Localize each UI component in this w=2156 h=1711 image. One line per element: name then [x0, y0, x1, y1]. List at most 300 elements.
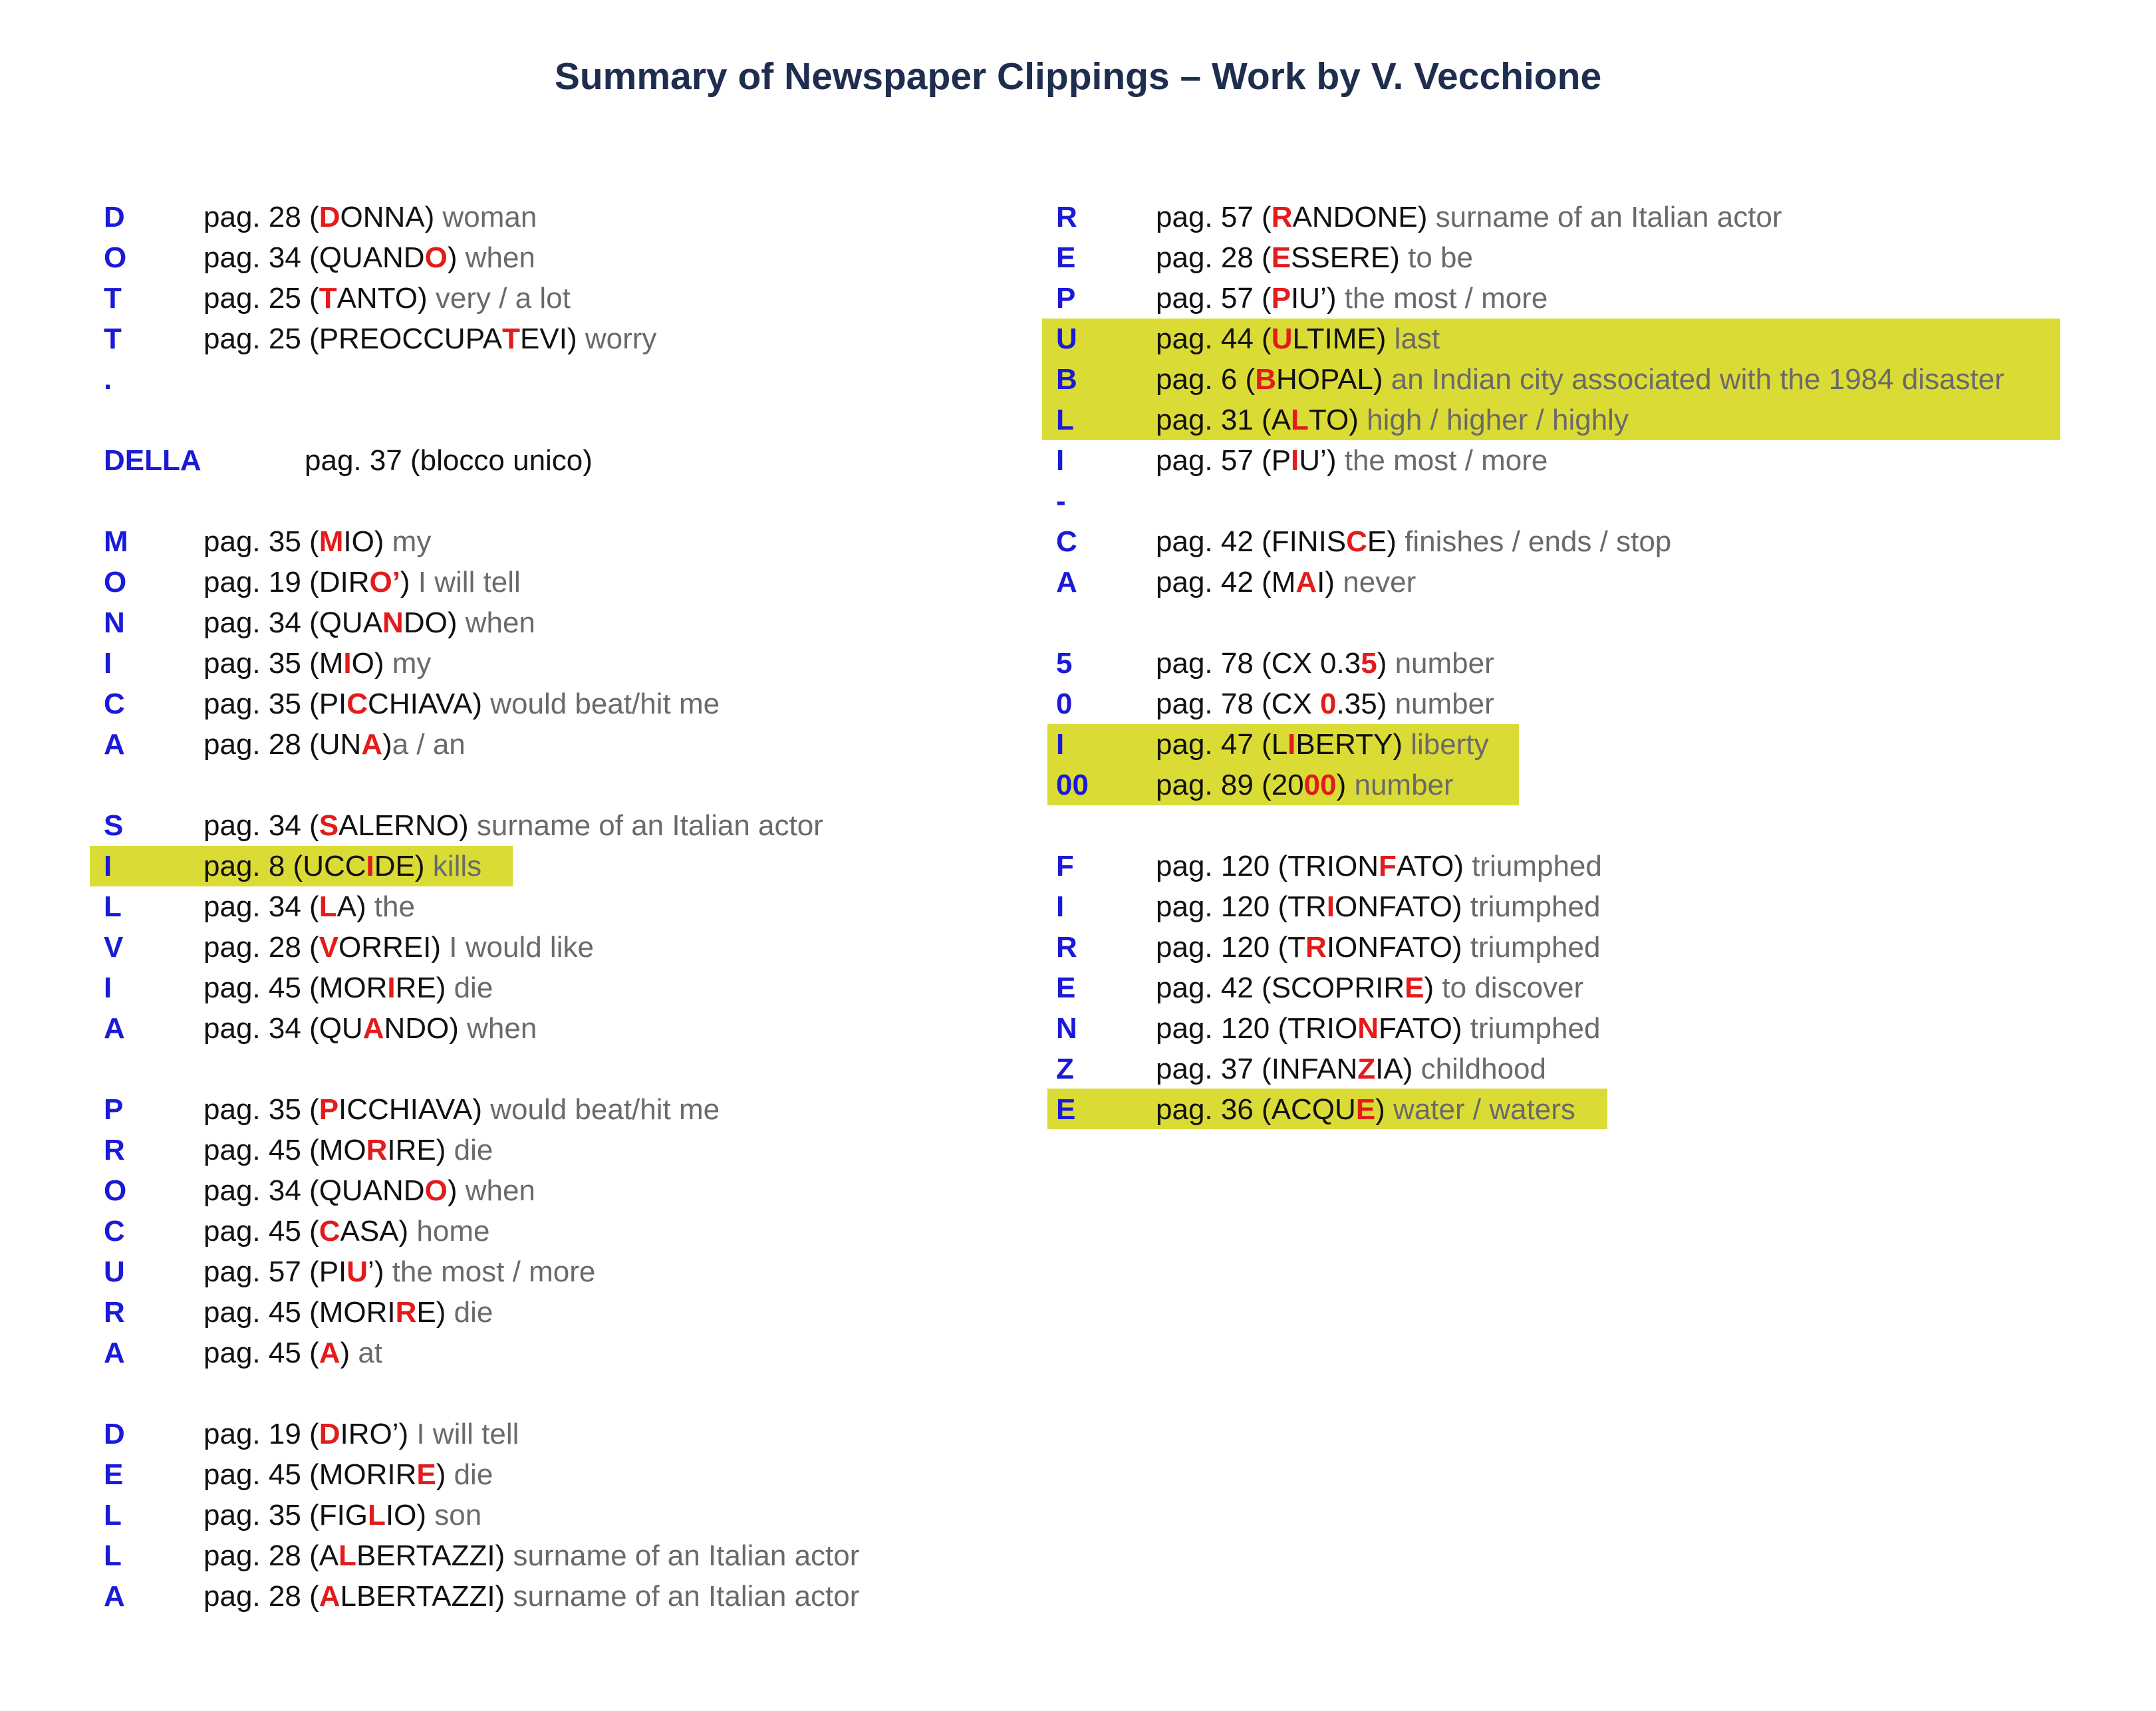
word-before: QUAND	[319, 241, 425, 274]
clipping-entry	[1156, 521, 1671, 562]
highlighted-letter: L	[368, 1499, 386, 1531]
word-before: SCOPRIR	[1271, 972, 1405, 1004]
clipping-entry	[203, 197, 537, 237]
acrostic-letter: I	[104, 972, 112, 1004]
translation: surname of an Italian actor	[468, 809, 823, 842]
page-ref: pag. 34 (	[203, 1012, 319, 1045]
highlighted-letter: N	[382, 606, 404, 639]
translation: triumphed	[1463, 850, 1602, 882]
translation: number	[1387, 688, 1494, 720]
close-paren: )	[1325, 566, 1335, 598]
highlighted-letter: B	[1255, 363, 1276, 396]
close-paren: )	[1377, 647, 1387, 680]
highlighted-letter: U	[1271, 323, 1293, 355]
word-after: IO	[385, 1499, 417, 1531]
clipping-entry	[1156, 1049, 1546, 1089]
highlighted-letter: D	[319, 1418, 340, 1450]
translation: would beat/hit me	[482, 688, 720, 720]
word-before: FINIS	[1271, 525, 1347, 558]
word-after: IA	[1375, 1053, 1403, 1085]
translation: the most / more	[1336, 282, 1548, 315]
clipping-entry	[203, 319, 656, 359]
translation: when	[458, 1012, 537, 1045]
acrostic-letter: D	[104, 201, 125, 233]
clipping-entry	[203, 724, 466, 765]
clipping-entry	[1156, 319, 1440, 359]
translation: would beat/hit me	[482, 1093, 720, 1126]
word-after: U’	[1299, 444, 1327, 477]
clipping-entry	[203, 1454, 493, 1495]
close-paren: )	[1403, 1053, 1413, 1085]
highlighted-letter: 00	[1303, 769, 1337, 801]
translation: die	[446, 1458, 493, 1491]
close-paren: )	[436, 1134, 446, 1166]
acrostic-letter: L	[104, 1499, 122, 1531]
highlighted-letter: I	[366, 850, 374, 882]
acrostic-letter: -	[1056, 485, 1066, 517]
clipping-entry	[1156, 927, 1600, 968]
page-ref: pag. 28 (	[1156, 241, 1272, 274]
close-paren: )	[472, 1093, 482, 1126]
acrostic-letter: B	[1056, 363, 1077, 396]
translation: at	[350, 1337, 383, 1369]
highlighted-letter: I	[1326, 890, 1335, 923]
word-before: PREOCCUPA	[319, 323, 503, 355]
page-ref: pag. 45 (	[203, 1215, 319, 1248]
highlighted-letter: I	[343, 647, 352, 680]
highlighted-letter: L	[338, 1539, 356, 1572]
word-after: ORREI	[338, 931, 432, 964]
close-paren: )	[356, 890, 366, 923]
clipping-entry	[305, 440, 593, 481]
translation: a / an	[392, 728, 466, 761]
page-ref: pag. 28 (	[203, 1539, 319, 1572]
acrostic-letter: R	[104, 1296, 125, 1329]
word-before: CX 0.3	[1271, 647, 1361, 680]
translation: when	[457, 1174, 535, 1207]
close-paren: )	[398, 1215, 409, 1248]
translation: number	[1387, 647, 1494, 680]
clipping-entry	[203, 237, 535, 278]
word-after: IU’	[1291, 282, 1327, 315]
clipping-entry	[1156, 359, 2004, 400]
close-paren: )	[1326, 444, 1337, 477]
close-paren: )	[449, 1012, 459, 1045]
clipping-entry	[1156, 684, 1494, 724]
highlighted-letter: E	[1355, 1093, 1376, 1126]
close-paren: )	[431, 931, 442, 964]
page-ref: pag. 120 (	[1156, 850, 1288, 882]
acrostic-letter: R	[104, 1134, 125, 1166]
close-paren: )	[495, 1580, 505, 1613]
translation: never	[1335, 566, 1416, 598]
close-paren: )	[1393, 728, 1403, 761]
page-ref: pag. 42 (	[1156, 525, 1272, 558]
word-before: A	[319, 1539, 339, 1572]
close-paren: )	[1424, 972, 1434, 1004]
close-paren: )	[1349, 404, 1359, 436]
acrostic-letter: I	[104, 647, 112, 680]
word-after: A	[337, 890, 356, 923]
page-ref: pag. 34 (	[203, 890, 319, 923]
close-paren: )	[1326, 282, 1337, 315]
acrostic-letter: 5	[1056, 647, 1073, 680]
page-title: Summary of Newspaper Clippings – Work by V. Vecchione	[554, 55, 1602, 98]
page-ref: pag. 45 (	[203, 1458, 319, 1491]
word-before: MORIR	[319, 1458, 417, 1491]
close-paren: )	[416, 1499, 427, 1531]
highlighted-letter: I	[1287, 728, 1296, 761]
highlighted-letter: C	[319, 1215, 340, 1248]
word-after: BERTAZZI	[356, 1539, 495, 1572]
close-paren: )	[1373, 363, 1383, 396]
translation: the	[366, 890, 415, 923]
highlighted-letter: O’	[369, 566, 400, 598]
translation: my	[384, 525, 432, 558]
translation: number	[1346, 769, 1454, 801]
page-ref: pag. 35 (	[203, 688, 319, 720]
word-after: RE	[395, 972, 436, 1004]
word-after: SSERE	[1291, 241, 1391, 274]
page-ref: pag. 57 (	[1156, 282, 1272, 315]
close-paren: )	[374, 525, 384, 558]
word-before: QUA	[319, 606, 383, 639]
page-ref: pag. 34 (	[203, 606, 319, 639]
word-before: T	[1287, 931, 1306, 964]
close-paren: )	[398, 1418, 409, 1450]
highlighted-letter: E	[416, 1458, 436, 1491]
acrostic-letter: A	[104, 1580, 125, 1613]
translation: childhood	[1413, 1053, 1546, 1085]
close-paren: )	[374, 647, 384, 680]
close-paren: )	[400, 566, 410, 598]
translation: I will tell	[410, 566, 521, 598]
clipping-entry	[203, 1414, 519, 1454]
page-ref: pag. 31 (	[1156, 404, 1272, 436]
acrostic-letter: S	[104, 809, 124, 842]
page-ref: pag. 120 (	[1156, 931, 1288, 964]
translation: I would like	[441, 931, 594, 964]
page-ref: pag. 120 (	[1156, 890, 1288, 923]
acrostic-letter: O	[104, 241, 127, 274]
translation: triumphed	[1462, 1012, 1601, 1045]
word-after: CHIAVA	[368, 688, 473, 720]
acrostic-letter: E	[104, 1458, 124, 1491]
highlighted-letter: 5	[1361, 647, 1377, 680]
word-before: DIR	[319, 566, 370, 598]
close-paren: )	[1387, 525, 1397, 558]
page-ref: pag. 42 (	[1156, 566, 1272, 598]
highlighted-letter: P	[1271, 282, 1291, 315]
highlighted-letter: A	[319, 1337, 340, 1369]
highlighted-letter: T	[319, 282, 337, 315]
word-before: INFAN	[1271, 1053, 1358, 1085]
close-paren: )	[1375, 1093, 1385, 1126]
page-ref: pag. 45 (	[203, 1134, 319, 1166]
word-before: A	[1271, 404, 1291, 436]
highlighted-letter: Z	[1357, 1053, 1376, 1085]
highlighted-letter: N	[1357, 1012, 1379, 1045]
translation: I will tell	[408, 1418, 519, 1450]
close-paren: )	[447, 606, 458, 639]
translation: triumphed	[1462, 931, 1601, 964]
close-paren: )	[1377, 688, 1387, 720]
clipping-entry	[203, 562, 521, 602]
page-ref: pag. 57 (	[203, 1255, 319, 1288]
page-ref: pag. 47 (	[1156, 728, 1272, 761]
translation: liberty	[1402, 728, 1489, 761]
close-paren: )	[1417, 201, 1428, 233]
page-ref: pag. 57 (	[1156, 444, 1272, 477]
translation: very / a lot	[427, 282, 571, 315]
translation: finishes / ends / stop	[1396, 525, 1672, 558]
clipping-entry	[1156, 724, 1489, 765]
acrostic-letter: I	[104, 850, 112, 882]
highlighted-letter: S	[319, 809, 339, 842]
word-after: IRO’	[340, 1418, 399, 1450]
acrostic-letter: L	[104, 1539, 122, 1572]
page-ref: pag. 37 (	[1156, 1053, 1272, 1085]
highlighted-letter: A	[1295, 566, 1317, 598]
translation: last	[1386, 323, 1440, 355]
acrostic-letter: E	[1056, 972, 1076, 1004]
translation: an Indian city associated with the 1984 disaster	[1383, 363, 2004, 396]
highlighted-letter: C	[346, 688, 368, 720]
highlighted-letter: F	[1379, 850, 1397, 882]
page-ref: pag. 28 (	[203, 931, 319, 964]
translation: worry	[577, 323, 657, 355]
clipping-entry	[203, 1333, 382, 1373]
page-ref: pag. 35 (	[203, 525, 319, 558]
acrostic-letter: E	[1056, 241, 1076, 274]
word-before: TR	[1287, 890, 1327, 923]
clipping-entry	[1156, 846, 1602, 886]
acrostic-letter: U	[104, 1255, 125, 1288]
word-after: ALERNO	[338, 809, 459, 842]
translation: when	[457, 606, 535, 639]
word-after: ICCHIAVA	[338, 1093, 473, 1126]
acrostic-letter: R	[1056, 201, 1077, 233]
word-before: L	[1271, 728, 1288, 761]
word-after: E	[1367, 525, 1387, 558]
translation: triumphed	[1462, 890, 1601, 923]
word-before: UCC	[303, 850, 366, 882]
translation: water / waters	[1385, 1093, 1575, 1126]
acrostic-letter: M	[104, 525, 128, 558]
close-paren: )	[340, 1337, 350, 1369]
word-before: TRIO	[1287, 1012, 1358, 1045]
acrostic-letter: DELLA	[104, 444, 202, 477]
page-ref: pag. 35 (	[203, 647, 319, 680]
highlighted-letter: U	[346, 1255, 368, 1288]
page-ref: pag. 25 (	[203, 282, 319, 315]
translation: the most / more	[384, 1255, 596, 1288]
acrostic-letter: E	[1056, 1093, 1076, 1126]
close-paren: )	[436, 1458, 446, 1491]
highlighted-letter: M	[319, 525, 344, 558]
clipping-entry	[1156, 1008, 1600, 1049]
word-after: E	[416, 1296, 436, 1329]
clipping-entry	[203, 684, 720, 724]
page-ref: pag. 34 (	[203, 809, 319, 842]
page-ref: pag. 42 (	[1156, 972, 1272, 1004]
word-before: PI	[319, 688, 347, 720]
highlighted-letter: O	[424, 241, 448, 274]
page-ref: pag. 45 (	[203, 1337, 319, 1369]
acrostic-letter: C	[1056, 525, 1077, 558]
word-after: ANTO	[337, 282, 418, 315]
acrostic-letter: D	[104, 1418, 125, 1450]
clipping-entry	[1156, 562, 1416, 602]
highlighted-letter: V	[319, 931, 339, 964]
clipping-entry	[1156, 237, 1473, 278]
clipping-entry	[1156, 886, 1600, 927]
page-ref: pag. 44 (	[1156, 323, 1272, 355]
acrostic-letter: O	[104, 566, 127, 598]
acrostic-letter: N	[1056, 1012, 1077, 1045]
word-before: QUAND	[319, 1174, 425, 1207]
word-after: O	[351, 647, 374, 680]
acrostic-letter: 00	[1056, 769, 1089, 801]
close-paren: )	[418, 282, 428, 315]
acrostic-letter: P	[104, 1093, 124, 1126]
translation: die	[446, 1134, 493, 1166]
word-after: FATO	[1379, 1012, 1452, 1045]
word-after: IO	[343, 525, 374, 558]
page-ref: pag. 45 (	[203, 1296, 319, 1329]
clipping-entry	[1156, 765, 1454, 805]
word-before: MOR	[319, 972, 388, 1004]
highlighted-letter: D	[319, 201, 340, 233]
acrostic-letter: I	[1056, 444, 1065, 477]
word-after: TO	[1308, 404, 1349, 436]
word-before: 20	[1271, 769, 1304, 801]
page-ref: pag. 35 (	[203, 1093, 319, 1126]
clipping-entry	[1156, 968, 1583, 1008]
clipping-entry	[1156, 400, 1629, 440]
word-after: IRE	[387, 1134, 436, 1166]
close-paren: )	[1376, 323, 1387, 355]
translation: high / higher / highly	[1358, 404, 1629, 436]
close-paren: )	[459, 809, 469, 842]
highlighted-letter: A	[361, 728, 383, 761]
acrostic-letter: A	[104, 1012, 125, 1045]
acrostic-letter: R	[1056, 931, 1077, 964]
close-paren: )	[1336, 769, 1347, 801]
clipping-entry	[203, 846, 481, 886]
clipping-entry	[203, 927, 594, 968]
highlighted-letter: 0	[1320, 688, 1337, 720]
highlighted-letter: R	[1271, 201, 1293, 233]
word-after: ATO	[1396, 850, 1454, 882]
acrostic-letter: L	[104, 890, 122, 923]
highlighted-letter: I	[387, 972, 396, 1004]
highlighted-letter: C	[1346, 525, 1367, 558]
page-ref: pag. 36 (	[1156, 1093, 1272, 1126]
clipping-entry	[203, 602, 535, 643]
page-ref: pag. 78 (	[1156, 647, 1272, 680]
close-paren: )	[424, 201, 435, 233]
page-ref: pag. 35 (	[203, 1499, 319, 1531]
highlighted-letter: L	[1291, 404, 1309, 436]
highlighted-letter: T	[502, 323, 521, 355]
close-paren: )	[414, 850, 425, 882]
acrostic-letter: T	[104, 323, 122, 355]
word-before: MO	[319, 1134, 366, 1166]
translation: son	[426, 1499, 482, 1531]
clipping-entry	[203, 1535, 859, 1576]
highlighted-letter: A	[362, 1012, 384, 1045]
clipping-entry	[203, 1008, 537, 1049]
translation: die	[446, 972, 493, 1004]
acrostic-letter: U	[1056, 323, 1077, 355]
page-ref: pag. 120 (	[1156, 1012, 1288, 1045]
close-paren: )	[447, 1174, 458, 1207]
translation: the most / more	[1336, 444, 1548, 477]
clipping-entry	[203, 1130, 493, 1170]
page-ref: pag. 19 (	[203, 1418, 319, 1450]
highlighted-letter: I	[1291, 444, 1299, 477]
word-after: ’	[368, 1255, 374, 1288]
highlighted-letter: O	[424, 1174, 448, 1207]
word-before: UN	[319, 728, 362, 761]
word-after: BERTY	[1295, 728, 1393, 761]
clipping-entry	[1156, 440, 1548, 481]
acrostic-letter: F	[1056, 850, 1074, 882]
acrostic-letter: N	[104, 606, 125, 639]
word-after: IONFATO	[1326, 931, 1452, 964]
page-ref: pag. 34 (	[203, 1174, 319, 1207]
close-paren: )	[1452, 890, 1462, 923]
word-before: QU	[319, 1012, 363, 1045]
highlighted-letter: E	[1271, 241, 1291, 274]
clipping-entry	[203, 1292, 493, 1333]
word-after: ONNA	[340, 201, 425, 233]
word-before: MORI	[319, 1296, 396, 1329]
translation: surname of an Italian actor	[1427, 201, 1782, 233]
clipping-entry	[1156, 197, 1782, 237]
word-after: ASA	[340, 1215, 399, 1248]
word-before: ACQU	[1271, 1093, 1356, 1126]
word-before: M	[319, 647, 344, 680]
clipping-entry	[203, 521, 431, 562]
close-paren: )	[436, 1296, 446, 1329]
translation: woman	[434, 201, 537, 233]
clipping-entry	[203, 805, 823, 846]
page-ref: pag. 28 (	[203, 201, 319, 233]
close-paren: )	[382, 728, 392, 761]
translation: to be	[1399, 241, 1473, 274]
highlighted-letter: L	[319, 890, 337, 923]
acrostic-letter: 0	[1056, 688, 1073, 720]
translation: when	[457, 241, 535, 274]
page-ref: pag. 37 (blocco unico)	[305, 444, 593, 477]
acrostic-letter: Z	[1056, 1053, 1074, 1085]
page-ref: pag. 34 (	[203, 241, 319, 274]
word-before: CX	[1271, 688, 1321, 720]
page-ref: pag. 19 (	[203, 566, 319, 598]
highlighted-letter: A	[319, 1580, 340, 1613]
close-paren: )	[495, 1539, 505, 1572]
close-paren: )	[1454, 850, 1464, 882]
acrostic-letter: L	[1056, 404, 1074, 436]
page-ref: pag. 25 (	[203, 323, 319, 355]
translation: surname of an Italian actor	[505, 1539, 860, 1572]
close-paren: )	[436, 972, 446, 1004]
clipping-entry	[1156, 278, 1548, 319]
page-ref: pag. 8 (	[203, 850, 303, 882]
word-after: ANDONE	[1292, 201, 1418, 233]
